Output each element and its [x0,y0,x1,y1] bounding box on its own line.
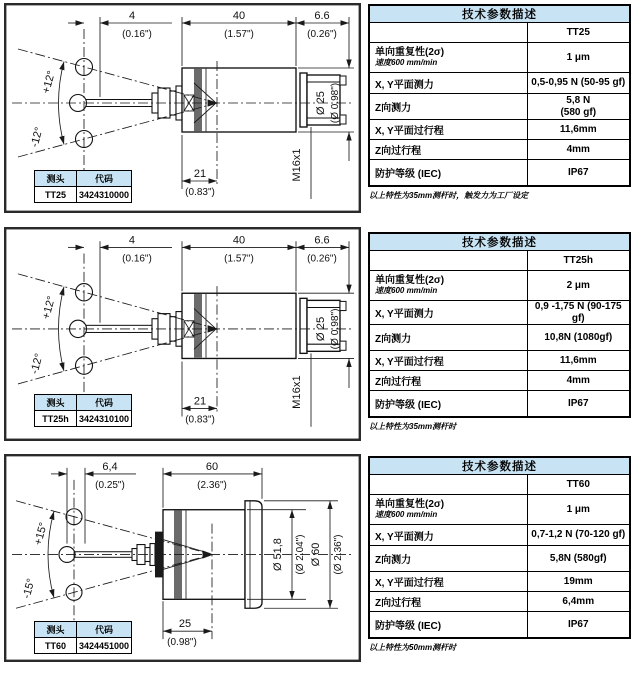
spec-footnote: 以上特性为35mm测杆时 [369,421,457,431]
code-table-header-probe: 测头 [35,395,77,411]
diameter-inch-label: (Ø 2.04") [294,534,307,575]
spec-table-wrap-tt60 [368,456,631,653]
spec-model: TT25 [527,23,630,43]
drawing-panel-tt25 [4,3,361,213]
thread-label: M16x1 [291,375,303,409]
spec-row-value: 11,6mm [527,120,630,140]
angle-plus-label: +15° [32,521,50,547]
dim-pivot-label: 21 [193,395,207,408]
dim-body-label: 40 [232,234,246,247]
dim-offset-label: 4 [128,234,136,247]
spec-row-value: 2 μm [527,271,630,301]
spec-row-value: 10,8N (1080gf) [527,325,630,351]
dim-rear-inch-label: (0.26") [307,29,337,40]
spec-row-value: 4mm [527,371,630,391]
spec-row-value: 5,8N (580gf) [527,546,630,572]
spec-row-label: X, Y平面过行程 [369,120,527,140]
spec-row-label: 单向重复性(2σ) 速度600 mm/min [369,271,527,301]
spec-row-value: IP67 [527,160,630,186]
spec-table-title: 技术参数描述 [369,457,630,475]
spec-model: TT60 [527,475,630,495]
spec-row-value: 11,6mm [527,351,630,371]
dim-pivot-inch-label: (0.98") [167,637,197,649]
spec-row-value: IP67 [527,612,630,638]
spec-row-label: 防护等级 (IEC) [369,612,527,638]
spec-row-label: Z向过行程 [369,371,527,391]
spec-table-title: 技术参数描述 [369,5,630,23]
spec-empty-cell [369,251,527,271]
spec-model: TT25h [527,251,630,271]
code-table-header-probe: 测头 [35,171,77,187]
diameter-inch-label: (Ø 0.98") [330,82,341,124]
spec-row-value: 0,9 -1,75 N (90-175 gf) [527,301,630,325]
probe-code-table [34,394,132,427]
spec-row-value: 6,4mm [527,592,630,612]
drawing-panel-tt60 [4,454,361,662]
dim-offset-inch-label: (0.16") [122,253,152,265]
spec-row-label: 防护等级 (IEC) [369,160,527,186]
dim-pivot-label: 25 [178,618,192,631]
dim-body-label: 60 [205,460,219,473]
spec-footnote: 以上特性为35mm测杆时，触发力为工厂设定 [369,190,529,200]
dim-offset-label: 6,4 [102,460,118,473]
code-table-code: 3424451000 [76,638,131,654]
spec-table-tt25 [368,4,631,187]
spec-empty-cell [369,475,527,495]
spec-row-label: X, Y平面测力 [369,73,527,94]
spec-row-label: 单向重复性(2σ) 速度600 mm/min [369,43,527,73]
spec-row-value: 0,7-1,2 N (70-120 gf) [527,525,630,546]
dim-rear-label: 6.6 [314,10,330,22]
code-table-header-code: 代码 [76,171,131,187]
code-table-header-code: 代码 [76,622,131,638]
dim-rear-inch-label: (0.26") [307,253,337,265]
dim-rear-label: 6.6 [314,234,330,247]
code-table-header-probe: 测头 [35,622,77,638]
spec-row-label: Z向过行程 [369,592,527,612]
diameter-label: Ø 25 [315,91,327,115]
code-table-code: 3424310100 [76,411,131,427]
spec-row-label: Z向过行程 [369,140,527,160]
code-table-model: TT60 [35,638,77,654]
spec-table-tt25h [368,232,631,418]
spec-row-value: 19mm [527,572,630,592]
spec-row-label: X, Y平面测力 [369,301,527,325]
code-table-code: 3424310000 [76,187,131,203]
angle-plus-label: +12° [40,69,58,95]
drawing-panel-tt25h [4,227,361,441]
diameter2-inch-label: (Ø 2.36") [332,534,345,575]
spec-row-value: 1 μm [527,495,630,525]
thread-label: M16x1 [291,148,303,182]
spec-row-label: Z向测力 [369,546,527,572]
dim-body-label: 40 [232,10,246,22]
angle-minus-label: -15° [20,577,38,600]
diameter-label: Ø 51,8 [271,538,285,571]
spec-table-title: 技术参数描述 [369,233,630,251]
spec-row-value: 0,5-0,95 N (50-95 gf) [527,73,630,94]
angle-minus-label: -12° [28,352,46,376]
spec-table-tt60 [368,456,631,639]
dim-body-inch-label: (2.36") [197,479,227,491]
section-tt60 [0,452,637,680]
spec-row-value: 1 μm [527,43,630,73]
dim-body-inch-label: (1.57") [224,253,254,265]
dim-offset-inch-label: (0.16") [122,29,152,40]
dim-offset-inch-label: (0.25") [95,479,125,491]
probe-code-table [34,621,132,654]
spec-row-label: X, Y平面过行程 [369,351,527,371]
code-table-header-code: 代码 [76,395,131,411]
spec-row-label: 防护等级 (IEC) [369,391,527,417]
dim-offset-label: 4 [128,10,136,22]
spec-row-label: Z向测力 [369,94,527,120]
spec-row-label: Z向测力 [369,325,527,351]
spec-table-wrap-tt25h [368,232,631,432]
dim-pivot-inch-label: (0.83") [185,187,215,198]
diameter-label: Ø 25 [315,316,327,342]
spec-row-value: 4mm [527,140,630,160]
spec-row-label: X, Y平面测力 [369,525,527,546]
angle-plus-label: +12° [40,294,58,321]
dim-body-inch-label: (1.57") [224,29,254,40]
spec-table-wrap-tt25 [368,4,631,201]
diameter2-label: Ø 60 [309,542,323,567]
spec-row-value: 5,8 N (580 gf) [527,94,630,120]
probe-code-table [34,170,132,203]
spec-footnote: 以上特性为50mm测杆时 [369,642,457,652]
spec-row-label: 单向重复性(2σ) 速度600 mm/min [369,495,527,525]
section-tt25h [0,228,637,456]
angle-minus-label: -12° [28,125,46,149]
code-table-model: TT25h [35,411,77,427]
diameter-inch-label: (Ø 0.98") [330,308,341,350]
code-table-model: TT25 [35,187,77,203]
spec-row-value: IP67 [527,391,630,417]
dim-pivot-inch-label: (0.83") [185,414,215,426]
dim-pivot-label: 21 [193,168,207,180]
spec-row-label: X, Y平面过行程 [369,572,527,592]
spec-empty-cell [369,23,527,43]
section-tt25 [0,0,637,228]
